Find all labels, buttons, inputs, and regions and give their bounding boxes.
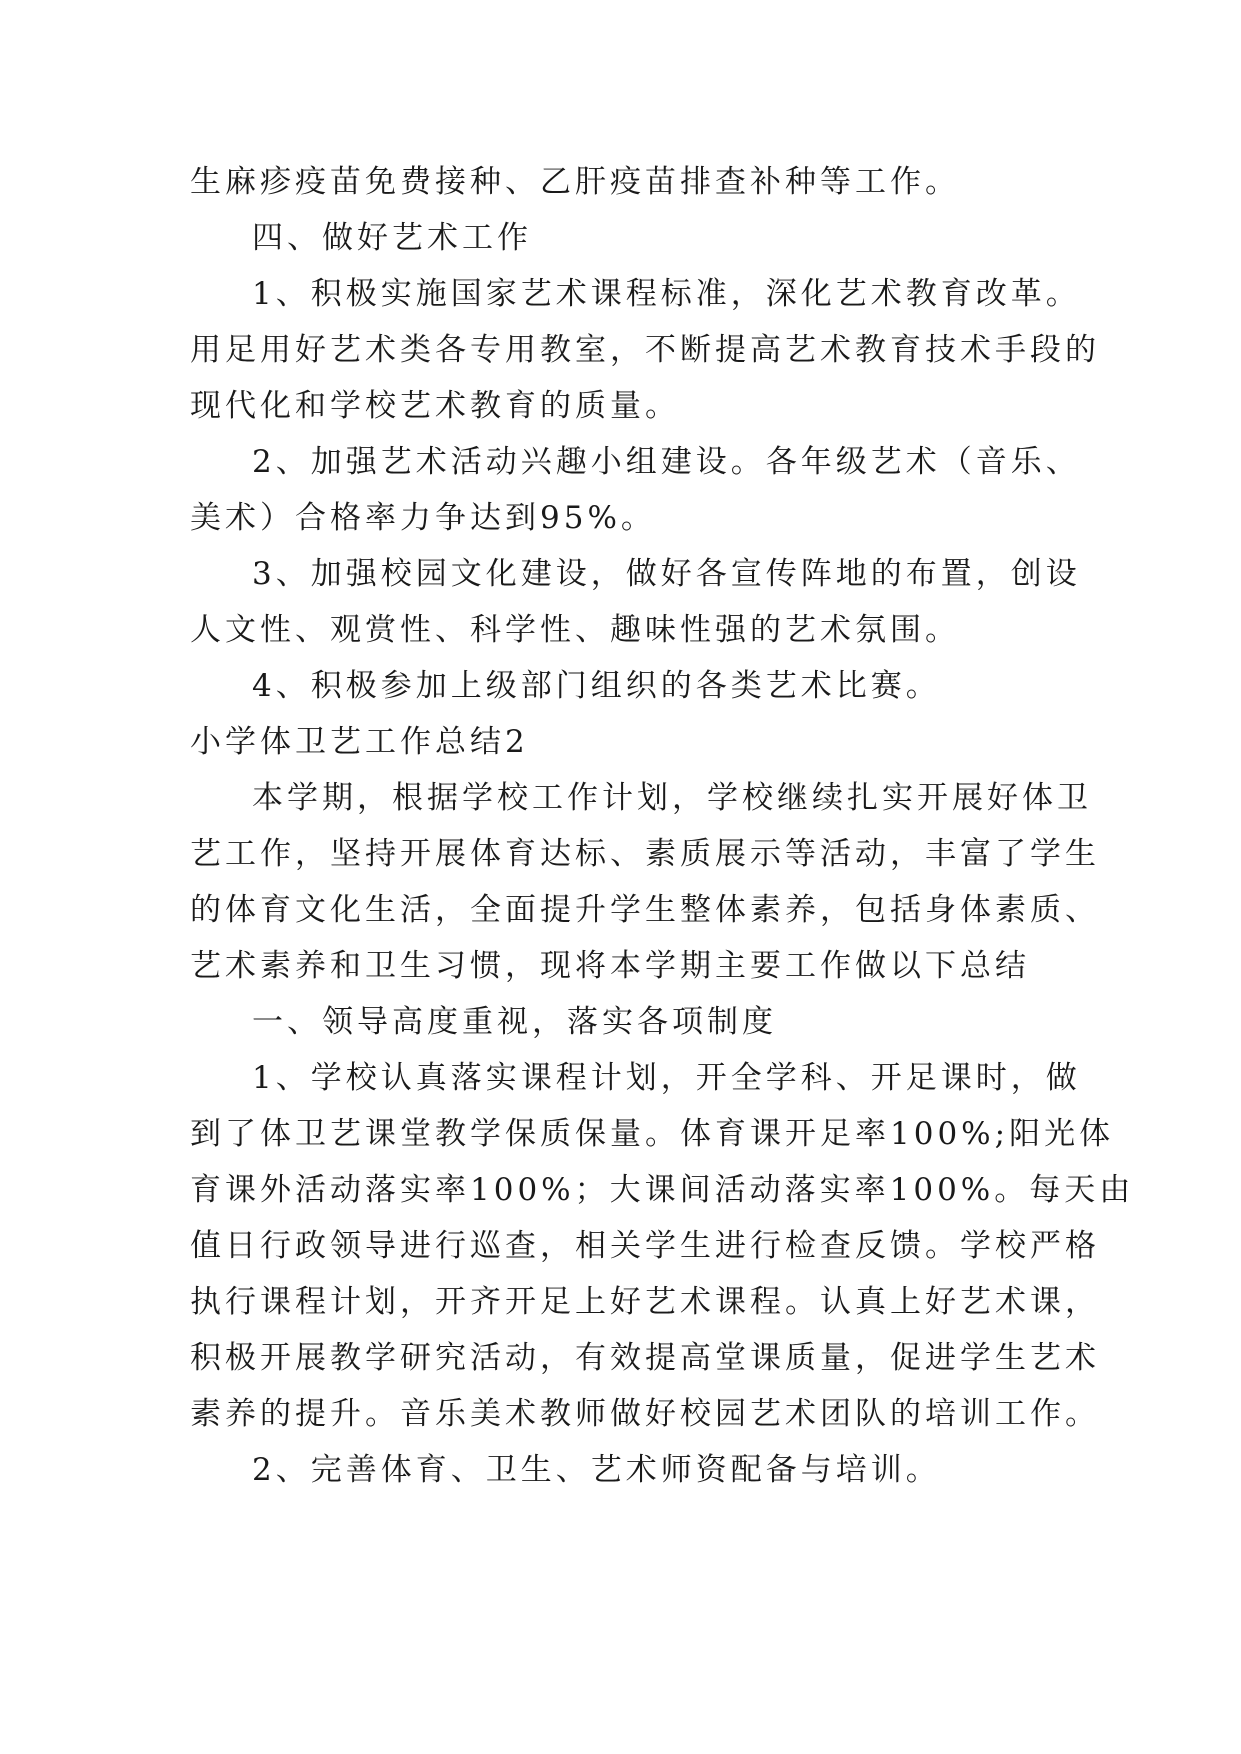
text-line: 3、加强校园文化建设，做好各宣传阵地的布置，创设 <box>252 556 1081 592</box>
text-line: 人文性、观赏性、科学性、趣味性强的艺术氛围。 <box>190 612 960 648</box>
text-line: 4、积极参加上级部门组织的各类艺术比赛。 <box>252 668 941 704</box>
text-line: 美术）合格率力争达到95%。 <box>190 500 656 536</box>
text-line: 到了体卫艺课堂教学保质保量。体育课开足率100%;阳光体 <box>190 1116 1115 1152</box>
text-line: 生麻疹疫苗免费接种、乙肝疫苗排查补种等工作。 <box>190 164 960 200</box>
text-line: 的体育文化生活，全面提升学生整体素养，包括身体素质、 <box>190 892 1100 928</box>
text-line: 1、积极实施国家艺术课程标准，深化艺术教育改革。 <box>252 276 1081 312</box>
text-line: 素养的提升。音乐美术教师做好校园艺术团队的培训工作。 <box>190 1396 1100 1432</box>
section-heading: 一、领导高度重视，落实各项制度 <box>252 1004 777 1040</box>
text-line: 2、完善体育、卫生、艺术师资配备与培训。 <box>252 1452 941 1488</box>
text-line: 用足用好艺术类各专用教室，不断提高艺术教育技术手段的 <box>190 332 1100 368</box>
text-line: 1、学校认真落实课程计划，开全学科、开足课时，做 <box>252 1060 1081 1096</box>
text-line: 现代化和学校艺术教育的质量。 <box>190 388 680 424</box>
section-heading: 四、做好艺术工作 <box>252 220 532 256</box>
text-line: 本学期，根据学校工作计划，学校继续扎实开展好体卫 <box>252 780 1092 816</box>
text-line: 育课外活动落实率100%；大课间活动落实率100%。每天由 <box>190 1172 1135 1208</box>
text-line: 艺工作，坚持开展体育达标、素质展示等活动，丰富了学生 <box>190 836 1100 872</box>
text-line: 执行课程计划，开齐开足上好艺术课程。认真上好艺术课， <box>190 1284 1100 1320</box>
text-line: 艺术素养和卫生习惯，现将本学期主要工作做以下总结 <box>190 948 1030 984</box>
text-line: 2、加强艺术活动兴趣小组建设。各年级艺术（音乐、 <box>252 444 1081 480</box>
document-title: 小学体卫艺工作总结2 <box>190 724 529 760</box>
text-line: 值日行政领导进行巡查，相关学生进行检查反馈。学校严格 <box>190 1228 1100 1264</box>
text-line: 积极开展教学研究活动，有效提高堂课质量，促进学生艺术 <box>190 1340 1100 1376</box>
